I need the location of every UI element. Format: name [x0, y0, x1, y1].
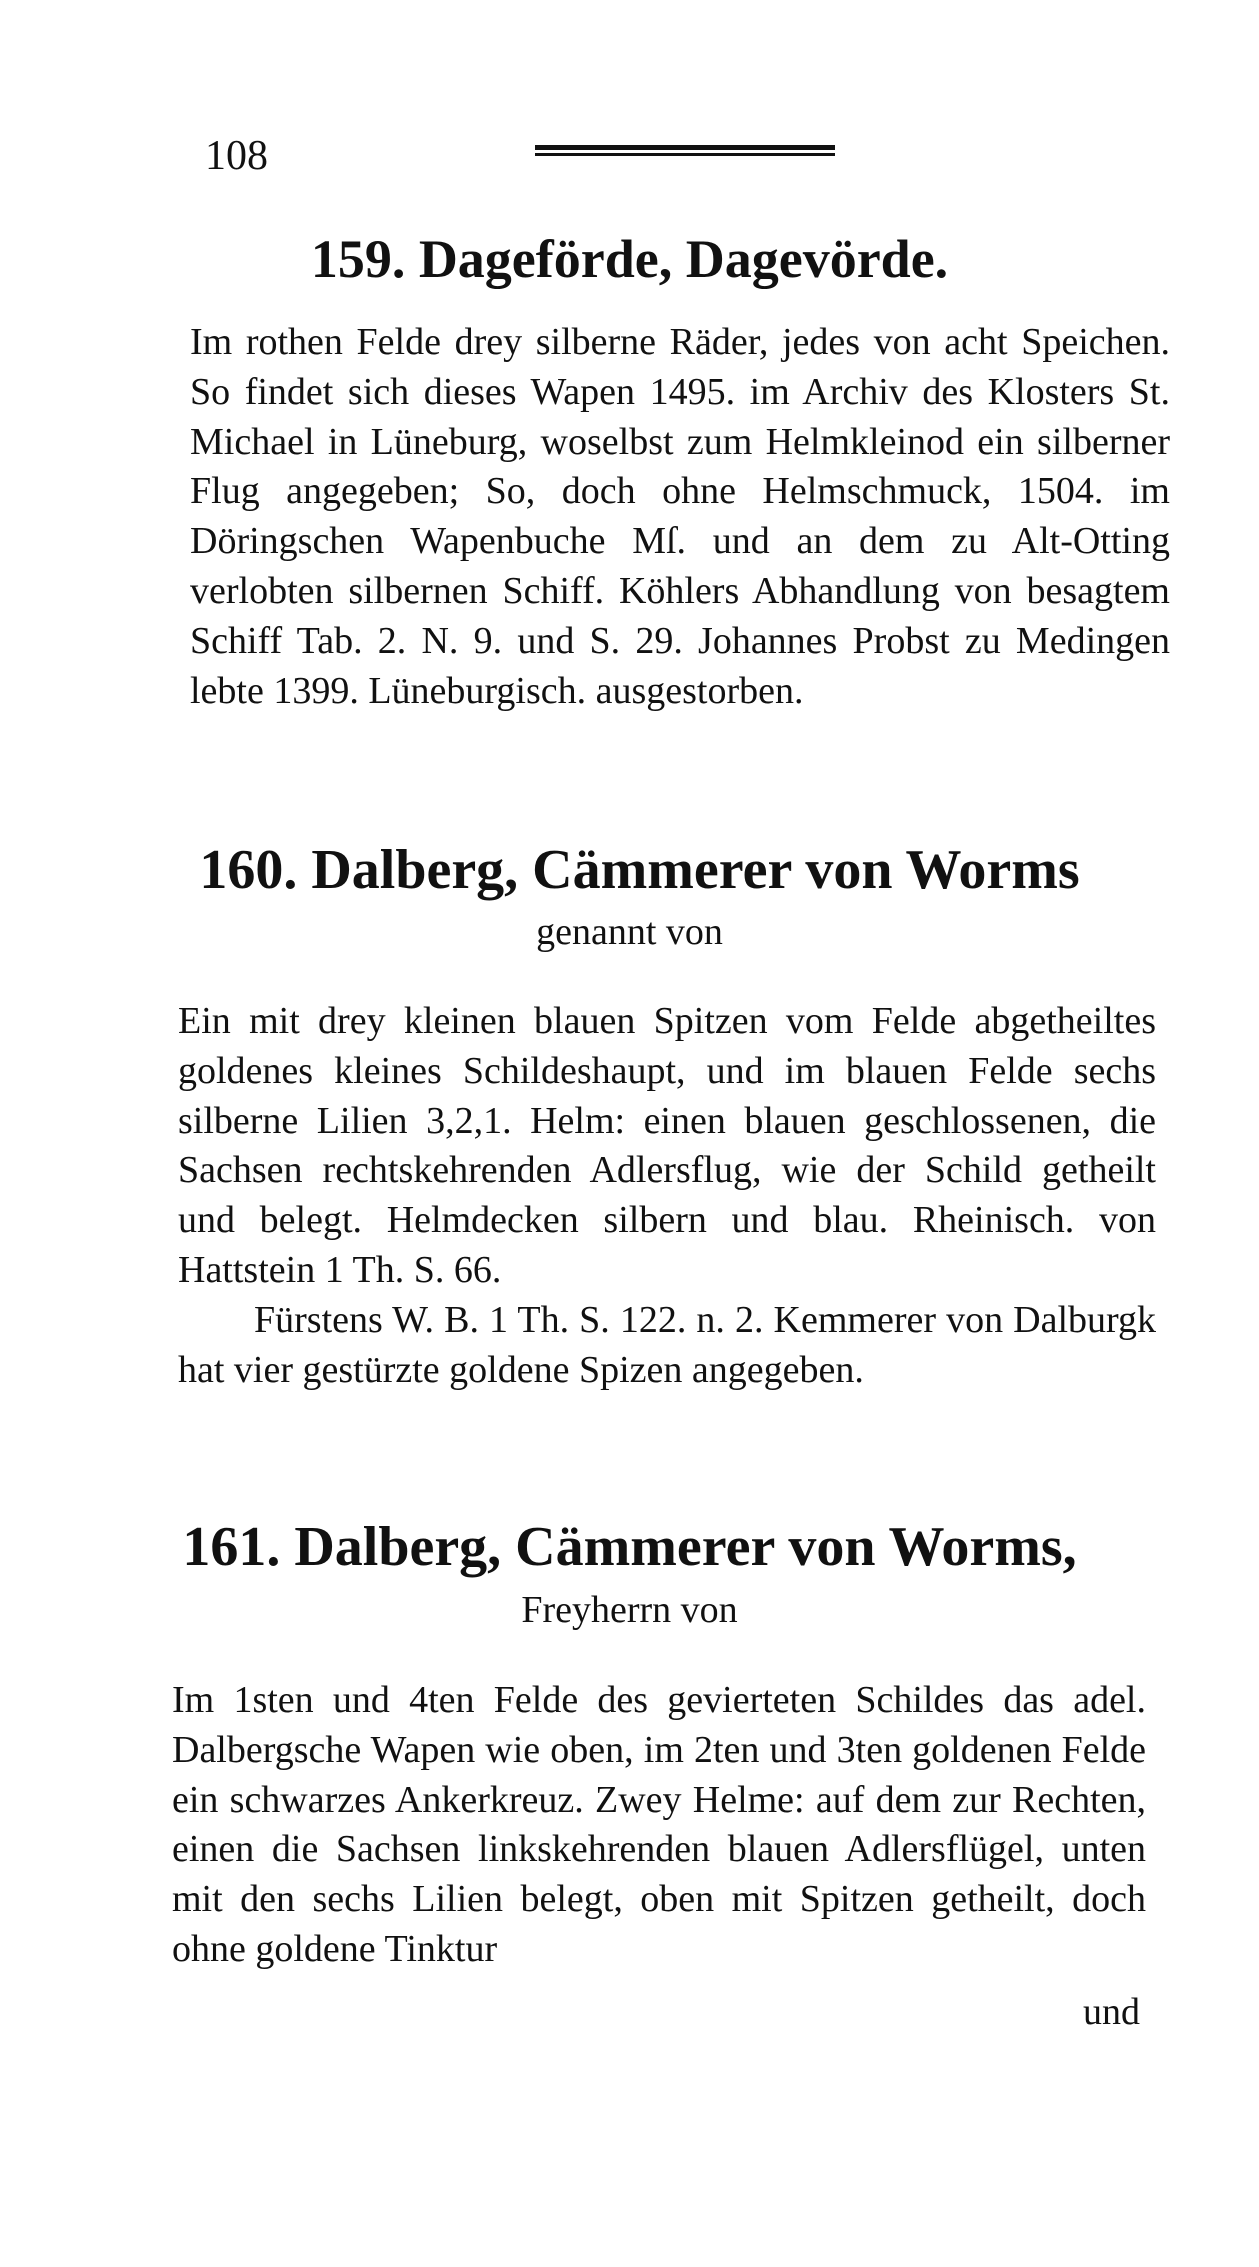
entry-paragraph: Ein mit drey kleinen blauen Spitzen vom Felde abgetheiltes goldenes kleines Schildeshaupt, und im blauen Felde sechs silberne Lilien 3,2,1. Helm: einen blauen geschlossenen, die Sachsen rechtskehrenden Adlersflug, wie der Schild getheilt und belegt. Helmdecken silbern und blau. Rheinisch. von Hattstein 1 Th. S. 66. — [178, 1000, 1156, 1291]
page-number: 108 — [205, 133, 268, 179]
catchword: und — [1083, 1991, 1140, 2033]
entry-paragraph: Fürstens W. B. 1 Th. S. 122. n. 2. Kemmerer von Dalburgk hat vier gestürzte goldene Spizen angegeben. — [178, 1298, 1156, 1391]
entry-heading-161: 161. Dalberg, Cämmerer von Worms, — [182, 1516, 1077, 1578]
header-ornament — [535, 143, 835, 161]
entry-subheading-160: genannt von — [536, 911, 723, 953]
entry-body-160 — [178, 997, 1156, 1395]
entry-body-159 — [190, 318, 1170, 716]
entry-subheading-161: Freyherrn von — [521, 1589, 738, 1631]
entry-heading-160: 160. Dalberg, Cämmerer von Worms — [199, 839, 1080, 901]
entry-paragraph: Im 1sten und 4ten Felde des gevierteten Schildes das adel. Dalbergsche Wapen wie oben, im 2ten und 3ten goldenen Felde ein schwarzes Ankerkreuz. Zwey Helme: auf dem zur Rechten, einen die Sachsen linkskehrenden blauen Adlersflügel, unten mit den sechs Lilien belegt, oben mit Spitzen getheilt, doch ohne goldene Tinktur — [172, 1679, 1146, 1970]
ornament-rule-bottom — [535, 153, 835, 156]
entry-body-161 — [172, 1676, 1146, 1975]
ornament-rule-top — [535, 145, 835, 150]
entry-paragraph: Im rothen Felde drey silberne Räder, jedes von acht Speichen. So findet sich dieses Wapen 1495. im Archiv des Klosters St. Michael in Lüneburg, woselbst zum Helmkleinod ein silberner Flug angegeben; So, doch ohne Helmschmuck, 1504. im Döringschen Wapenbuche Mſ. und an dem zu Alt-Otting verlobten silbernen Schiff. Köhlers Abhandlung von besagtem Schiff Tab. 2. N. 9. und S. 29. Johannes Probst zu Medingen lebte 1399. Lüneburgisch. ausgestorben. — [190, 321, 1170, 712]
entry-heading-159: 159. Dagefördе, Dagevörde. — [310, 229, 949, 289]
